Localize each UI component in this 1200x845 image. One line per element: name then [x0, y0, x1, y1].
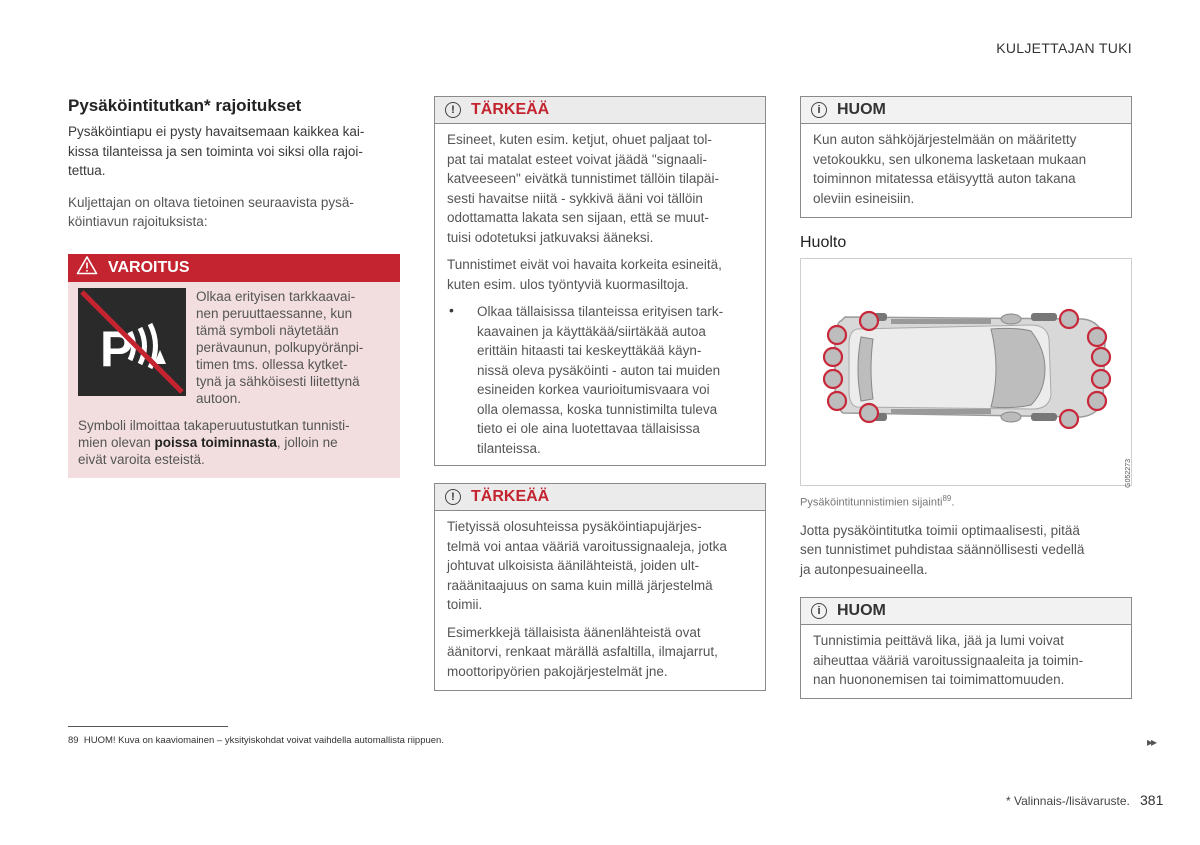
warning-triangle-icon: [76, 255, 98, 280]
warning-box: [68, 254, 400, 478]
note-header-1: [801, 97, 1131, 124]
exclamation-circle-icon: !: [445, 489, 461, 505]
continue-arrows-icon[interactable]: ▸▸: [1147, 735, 1156, 749]
page-number: 381: [1140, 792, 1164, 808]
warning-icon-text: Olkaa erityisen tarkkaavai- nen peruuttaessanne, kun tämä symboli näytetään perävaunun, polkupyöränpi- timen tms. ollessa kytket- tynä ja sähköisesti liitettynä autoon.: [196, 288, 364, 406]
important-header-1: [435, 97, 765, 124]
important-header-2: [435, 484, 765, 511]
figure-caption: Pysäköintitunnistimien sijainti$^{89}$.: [800, 494, 955, 509]
svg-text:P: P: [100, 320, 134, 377]
note-title-2: HUOM: [837, 602, 886, 620]
info-circle-icon: i: [811, 102, 827, 118]
warning-header: [68, 254, 400, 282]
awareness-paragraph: Kuljettajan on oltava tietoinen seuraavista pysä- köintiavun rajoituksista:: [68, 194, 354, 229]
important-2-paragraph-1: Tietyissä olosuhteissa pysäköintiapujärjes- telmä voi antaa vääriä varoitussignaaleja, jotka johtuvat ulkoisista äänilähteistä, joiden ult- raäänitaajuus on sama kuin millä järjestelmä toimii.: [447, 519, 727, 612]
important-box-2: [434, 483, 766, 691]
info-circle-icon: i: [811, 603, 827, 619]
warning-body: [68, 282, 400, 478]
maintenance-heading: Huolto: [800, 234, 847, 251]
sensor-location-figure: [800, 258, 1132, 486]
important-1-paragraph-2: Tunnistimet eivät voi havaita korkeita esineitä, kuten esim. ulos työntyviä kuormasiltoja.: [447, 257, 722, 292]
important-1-paragraph-1: Esineet, kuten esim. ketjut, ohuet paljaat tol- pat tai matalat esteet voivat jäädä "signaali- katveeseen" eivätkä tunnistimet tällöin tilapäi- sesti havaitse niitä - sykkivä ääni voi tällöin odottamatta lakata sen sijaan, että se muut- tuisi odotetuksi jatkuvaksi ääneksi.: [447, 132, 719, 245]
important-2-paragraph-2: Esimerkkejä tällaisista äänenlähteistä ovat äänitorvi, renkaat märällä asfaltilla, ilmajarrut, moottoripyörien pakojärjestelmät jne.: [447, 624, 718, 679]
column-important: [434, 96, 766, 691]
exclamation-circle-icon: !: [445, 102, 461, 118]
footnote: 89 HUOM! Kuva on kaaviomainen – yksityiskohdat voivat vaihdella automallista riippuen.: [68, 735, 444, 746]
intro-paragraph: Pysäköintiapu ei pysty havaitsemaan kaikkea kai- kissa tilanteissa ja sen toiminta voi siksi olla rajoi- tettua.: [68, 124, 365, 178]
footnote-divider: [68, 726, 228, 727]
note-2-text: Tunnistimia peittävä lika, jää ja lumi voivat aiheuttaa vääriä varoitussignaaleita ja toimin- nan huononemisen tai toimimattomuuden.: [813, 633, 1084, 688]
bullet-dot: •: [449, 302, 454, 318]
important-1-bullet: • Olkaa tällaisissa tilanteissa erityisen tark- kaavainen ja käyttäkää/siirtäkää autoa erittäin hitaasti tai keskeyttäkää käyn- nissä oleva pysäköinti - auton tai muiden esineiden korkea vaurioitumisvaara voi olla olemassa, koska tunnistimilta tuleva tieto ei ole aina luotettavaa tällaisissa tilanteissa.: [447, 302, 753, 458]
note-box-1: [800, 96, 1132, 218]
warning-symbol-text: Symboli ilmoittaa takaperuutustutkan tunnisti- mien olevan poissa toiminnasta, jolloin ne eivät varoita esteistä.: [78, 417, 350, 467]
column-notes: [800, 96, 1132, 699]
note-1-text: Kun auton sähköjärjestelmään on määritetty vetokoukku, sen ulkonema lasketaan mukaan toiminnon mitatessa etäisyyttä auton takana oleviin esineisiin.: [813, 132, 1087, 206]
cleaning-paragraph: Jotta pysäköintitutka toimii optimaalisesti, pitää sen tunnistimet puhdistaa säännöllisesti vedellä ja autonpesuaineella.: [800, 522, 1085, 577]
note-box-2: [800, 597, 1132, 699]
important-box-1: [434, 96, 766, 466]
parking-sensor-off-icon: [78, 288, 186, 396]
note-header-2: [801, 598, 1131, 625]
note-title-1: HUOM: [837, 101, 886, 118]
section-title: KULJETTAJAN TUKI: [996, 40, 1132, 56]
column-limitations: [68, 96, 400, 478]
limitations-heading: Pysäköintitutkan* rajoitukset: [68, 96, 302, 115]
figure-code: G052273: [1125, 459, 1132, 488]
important-title-2: TÄRKEÄÄ: [471, 488, 550, 505]
warning-title: VAROITUS: [108, 258, 190, 276]
important-title-1: TÄRKEÄÄ: [471, 101, 550, 118]
not-working-emphasis: poissa toiminnasta: [154, 434, 277, 450]
optional-equipment-note: * Valinnais-/lisävaruste.: [1006, 794, 1130, 808]
